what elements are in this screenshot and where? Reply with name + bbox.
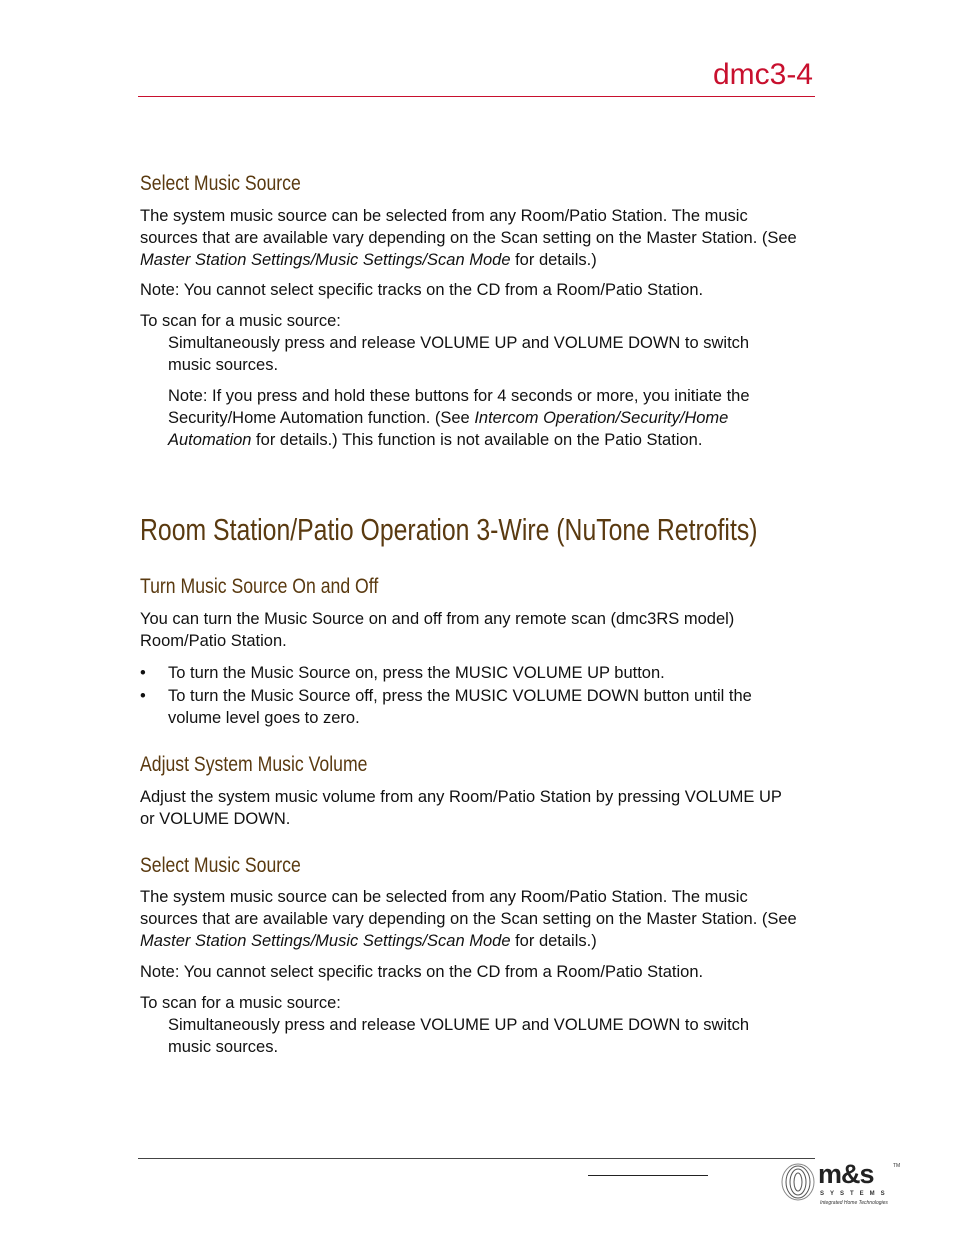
italic-reference: Intercom Operation/Security/Home bbox=[474, 409, 729, 427]
logo-systems: SYSTEMS bbox=[820, 1191, 891, 1197]
section-heading-turn-music-source: Turn Music Source On and Off bbox=[140, 575, 379, 598]
section4-scan-intro: To scan for a music source: bbox=[140, 994, 341, 1012]
text-line bbox=[168, 407, 813, 429]
text-line: To turn the Music Source off, press the MUSIC VOLUME DOWN button until the bbox=[168, 687, 752, 705]
text-line: music sources. bbox=[168, 356, 279, 374]
ms-logo: m&s bbox=[818, 1159, 874, 1189]
bullet-icon: • bbox=[140, 687, 146, 705]
logo-tagline: Integrated Home Technologies bbox=[820, 1200, 888, 1206]
text-line: or VOLUME DOWN. bbox=[140, 810, 291, 828]
italic-reference: Automation bbox=[168, 431, 252, 449]
bullet-item bbox=[140, 662, 815, 684]
text-line: music sources. bbox=[168, 1038, 279, 1056]
text-line: Simultaneously press and release VOLUME UP and VOLUME DOWN to switch bbox=[168, 334, 750, 352]
text-line: The system music source can be selected from any Room/Patio Station. The music bbox=[140, 207, 748, 225]
text-line: Room/Patio Station. bbox=[140, 632, 287, 650]
text-run: for details.) bbox=[510, 251, 597, 269]
section2-paragraph bbox=[140, 608, 820, 652]
text-line: Note: If you press and hold these buttons for 4 seconds or more, you initiate the bbox=[168, 387, 750, 405]
bullet-text: To turn the Music Source on, press the MUSIC VOLUME UP button. bbox=[168, 664, 665, 682]
text-line: Simultaneously press and release VOLUME UP and VOLUME DOWN to switch bbox=[168, 1016, 750, 1034]
text-line: sources that are available vary depending on the Scan setting on the Master Station. (See bbox=[140, 910, 797, 928]
section1-scan-intro: To scan for a music source: bbox=[140, 312, 341, 330]
text-line: The system music source can be selected from any Room/Patio Station. The music bbox=[140, 888, 748, 906]
text-line: volume level goes to zero. bbox=[168, 709, 360, 727]
section4-note: Note: You cannot select specific tracks on the CD from a Room/Patio Station. bbox=[140, 963, 704, 981]
bullet-icon: • bbox=[140, 664, 146, 682]
bullet-item bbox=[140, 685, 815, 729]
text-line bbox=[168, 429, 813, 451]
text-line: You can turn the Music Source on and off from any remote scan (dmc3RS model) bbox=[140, 610, 735, 628]
chapter-heading: Room Station/Patio Operation 3-Wire (NuTone Retrofits) bbox=[140, 512, 758, 547]
bullet-text bbox=[168, 685, 813, 729]
text-run: for details.) bbox=[510, 932, 597, 950]
text-line: sources that are available vary depending on the Scan setting on the Master Station. (See bbox=[140, 229, 797, 247]
section4-paragraph bbox=[140, 886, 820, 952]
section-heading-select-music-source: Select Music Source bbox=[140, 172, 301, 195]
section-heading-adjust-volume: Adjust System Music Volume bbox=[140, 753, 368, 776]
text-line bbox=[140, 249, 820, 271]
header-rule bbox=[138, 96, 815, 97]
section3-paragraph bbox=[140, 786, 820, 830]
text-line: Adjust the system music volume from any Room/Patio Station by pressing VOLUME UP bbox=[140, 788, 782, 806]
text-line bbox=[140, 930, 820, 952]
section1-paragraph bbox=[140, 205, 820, 271]
section1-note: Note: You cannot select specific tracks on the CD from a Room/Patio Station. bbox=[140, 281, 704, 299]
section1-note2 bbox=[168, 385, 813, 451]
text-run: for details.) This function is not available on the Patio Station. bbox=[251, 431, 703, 449]
section4-scan-step bbox=[168, 1014, 813, 1058]
footer-short-rule bbox=[588, 1175, 708, 1176]
italic-reference: Master Station Settings/Music Settings/Scan Mode bbox=[140, 251, 511, 269]
section-heading-select-music-source-2: Select Music Source bbox=[140, 854, 301, 877]
italic-reference: Master Station Settings/Music Settings/Scan Mode bbox=[140, 932, 511, 950]
document-title: dmc3-4 bbox=[712, 58, 813, 91]
logo-trademark: TM bbox=[893, 1163, 901, 1169]
footer-rule bbox=[138, 1158, 815, 1159]
text-run: Security/Home Automation function. (See bbox=[168, 409, 475, 427]
section1-scan-step bbox=[168, 332, 813, 376]
